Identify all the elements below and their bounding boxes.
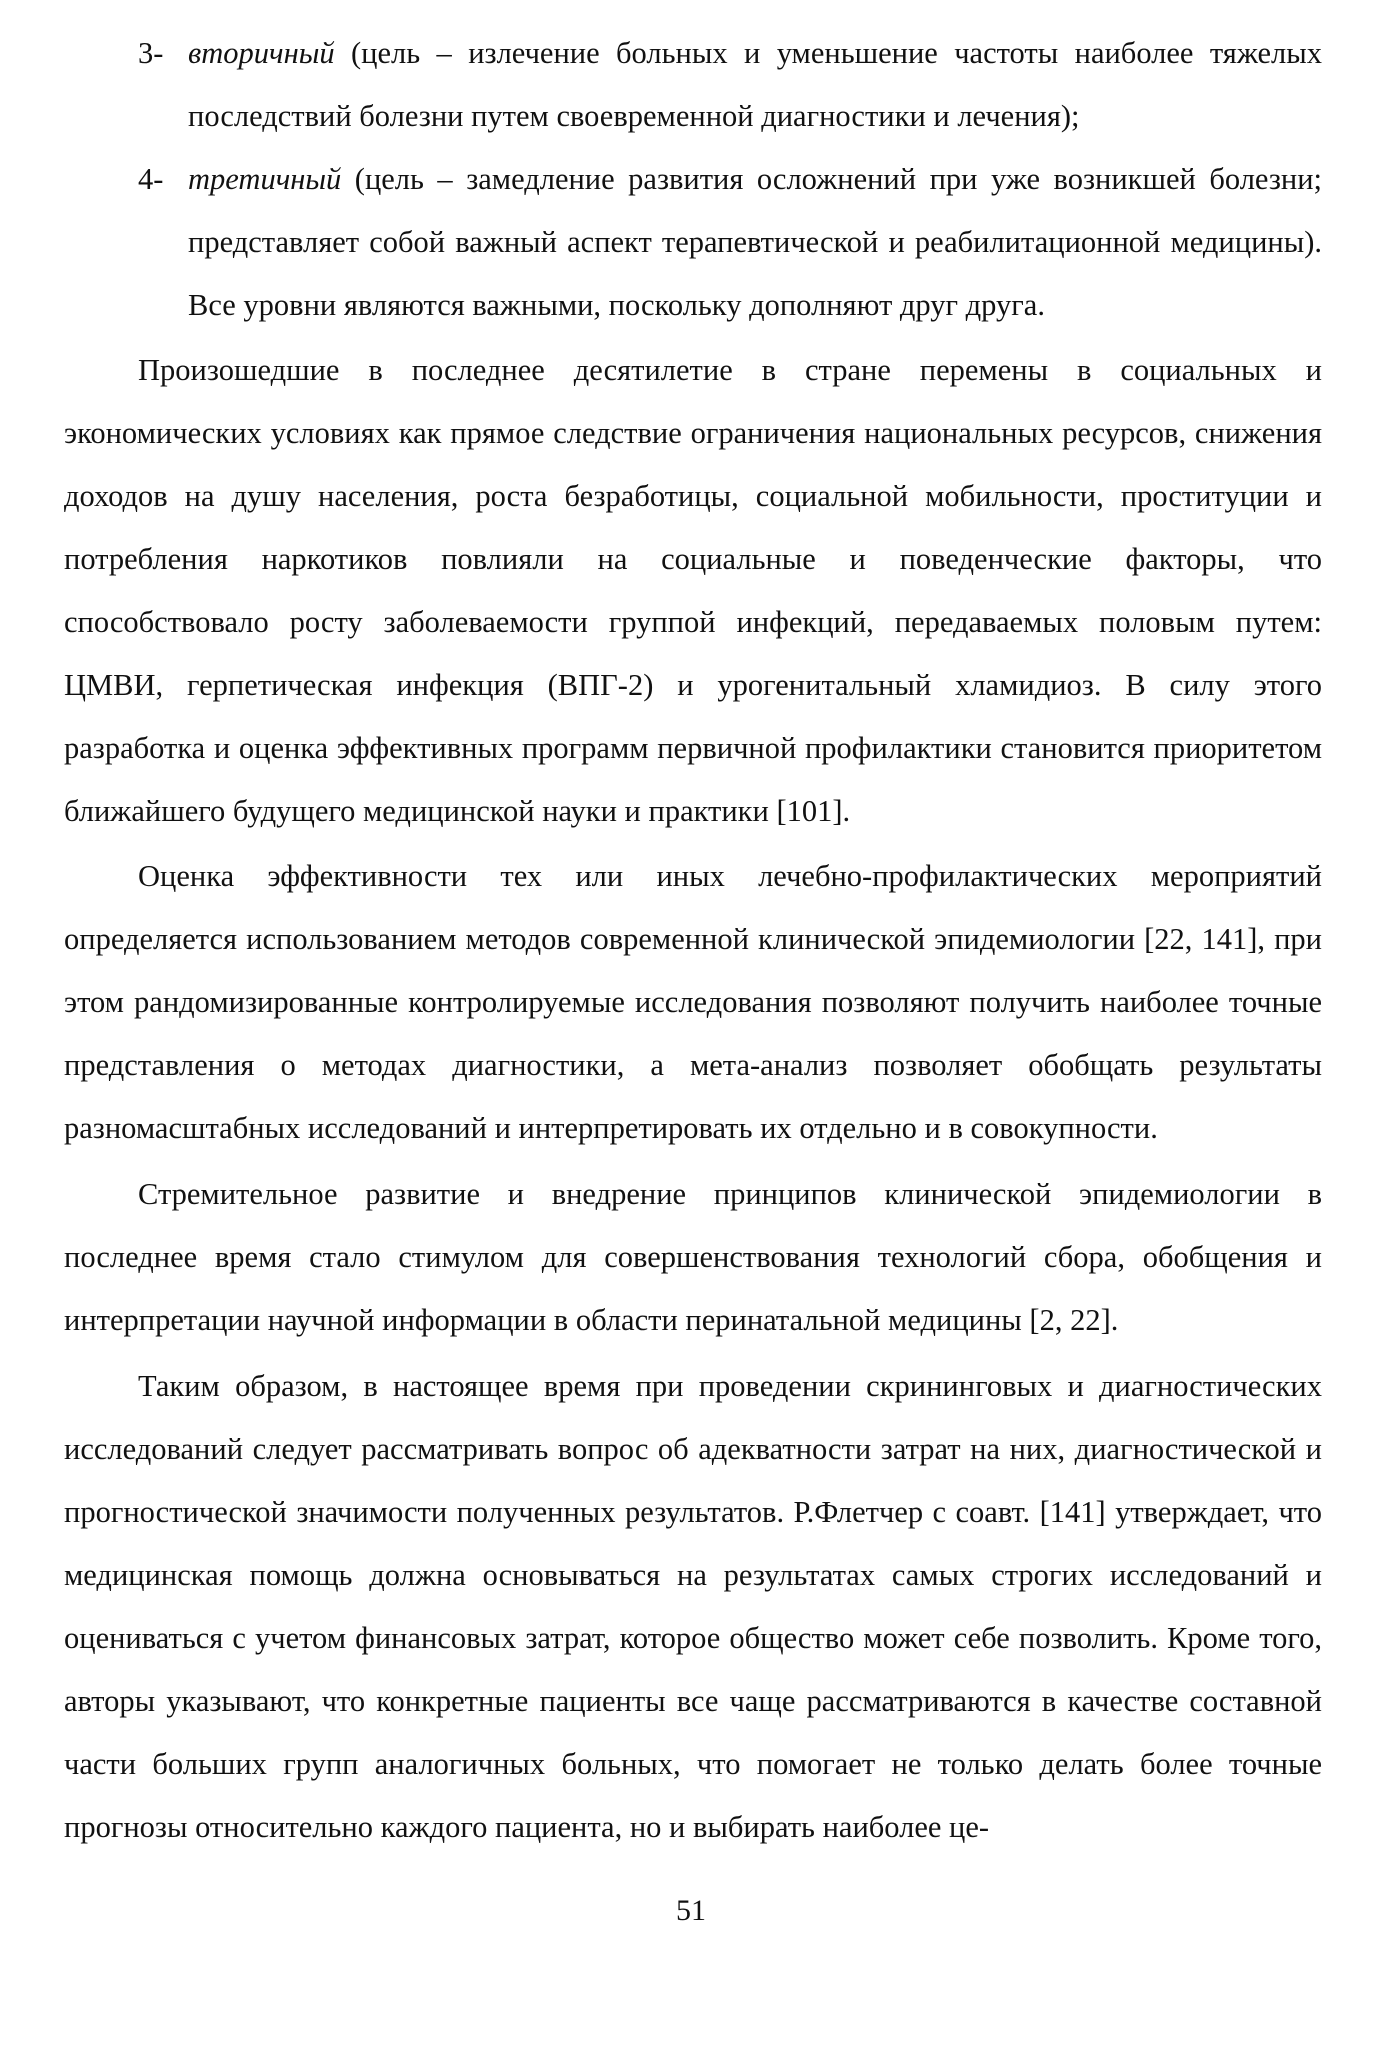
paragraph: Таким образом, в настоящее время при проведении скрининговых и диагностических исследований следует рассматривать вопрос об адекватности затрат на них, диагностической и прогностической значимости полученных результатов. Р.Флетчер с соавт. [141] утверждает, что медицинская помощь должна основываться на результатах самых строгих исследований и оцениваться с учетом финансовых затрат, которое общество может себе позволить. Кроме того, авторы указывают, что конкретные пациенты все чаще рассматриваются в качестве составной части больших групп аналогичных больных, что помогает не только делать более точные прогнозы относительно каждого пациента, но и выбирать наиболее це- [64,1369,1322,1844]
body-text [64,339,1322,1859]
list-marker: 3- [138,36,164,70]
list-marker: 4- [138,162,164,196]
paragraph: Стремительное развитие и внедрение принципов клинической эпидемиологии в последнее время стало стимулом для совершенствования технологий сбора, обобщения и интерпретации научной информации в области перинатальной медицины [2, 22]. [64,1177,1322,1337]
list-item-text: (цель – замедление развития осложнений при уже возникшей болезни; представляет собой важный аспект терапевтической и реабилитационной медицины). Все уровни являются важными, поскольку дополняют друг друга. [188,162,1322,322]
prevention-levels-list [138,22,1322,337]
paragraph: Оценка эффективности тех или иных лечебно-профилактических мероприятий определяется использованием методов современной клинической эпидемиологии [22, 141], при этом рандомизированные контролируемые исследования позволяют получить наиболее точные представления о методах диагностики, а мета-анализ позволяет обобщать результаты разномасштабных исследований и интерпретировать их отдельно и в совокупности. [64,859,1322,1145]
page-number: 51 [676,1894,706,1927]
list-term: вторичный [188,36,335,70]
paragraph: Произошедшие в последнее десятилетие в стране перемены в социальных и экономических условиях как прямое следствие ограничения национальных ресурсов, снижения доходов на душу населения, роста безработицы, социальной мобильности, проституции и потребления наркотиков повлияли на социальные и поведенческие факторы, что способствовало росту заболеваемости группой инфекций, передаваемых половым путем: ЦМВИ, герпетическая инфекция (ВПГ-2) и урогенитальный хламидиоз. В силу этого разработка и оценка эффективных программ первичной профилактики становится приоритетом ближайшего будущего медицинской науки и практики [101]. [64,353,1322,828]
list-term: третичный [188,162,342,196]
list-item-text: (цель – излечение больных и уменьшение частоты наиболее тяжелых последствий болезни путем своевременной диагностики и лечения); [188,36,1322,133]
list-item [138,22,1322,148]
list-item [138,148,1322,337]
